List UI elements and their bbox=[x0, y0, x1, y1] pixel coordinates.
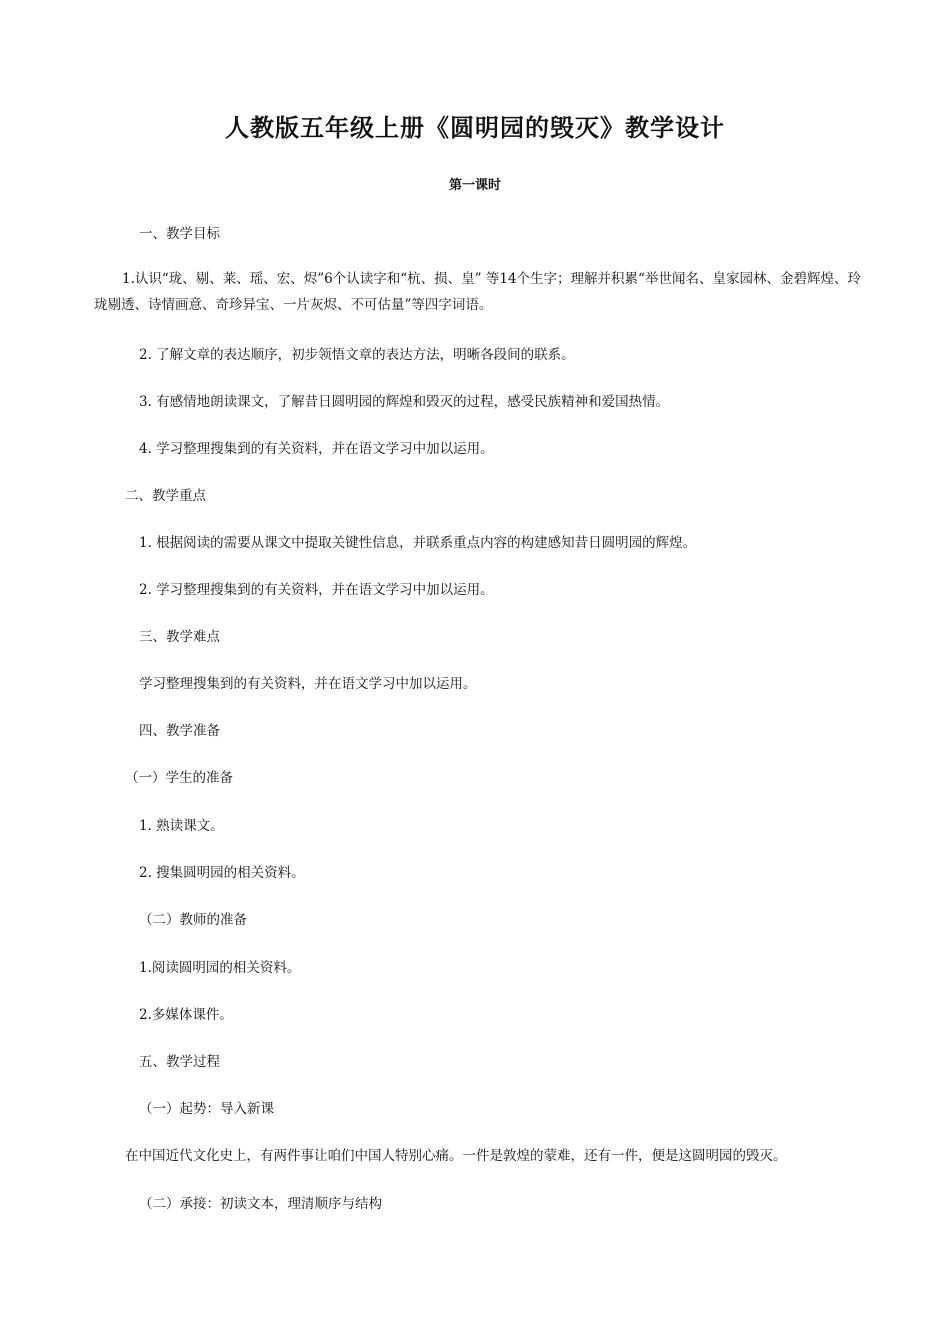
key-point-1: 1. 根据阅读的需要从课文中提取关键性信息，并联系重点内容的构建感知昔日圆明园的辉煌。 bbox=[139, 535, 697, 551]
difficulty-1: 学习整理搜集到的有关资料，并在语文学习中加以运用。 bbox=[139, 676, 477, 692]
teacher-preparation-1: 1.阅读圆明园的相关资料。 bbox=[139, 960, 301, 976]
process-step-1-text: 在中国近代文化史上，有两件事让咱们中国人特别心痛。一件是敦煌的蒙难，还有一件，便是这圆明园的毁灭。 bbox=[125, 1148, 787, 1164]
teacher-preparation-2: 2.多媒体课件。 bbox=[139, 1007, 233, 1023]
objective-1: 1.认识“珑、剔、莱、瑶、宏、烬”6个认读字和“杭、损、皇” 等14个生字；理解并积累“举世闻名、皇家园林、金碧辉煌、玲珑剔透、诗情画意、奇珍异宝、一片灰烬、不可估量”等四字词语。 bbox=[94, 271, 861, 313]
section-heading-preparation: 四、教学准备 bbox=[139, 723, 220, 739]
student-preparation-2: 2. 搜集圆明园的相关资料。 bbox=[139, 865, 305, 881]
section-heading-objectives: 一、教学目标 bbox=[139, 226, 220, 242]
objective-4: 4. 学习整理搜集到的有关资料，并在语文学习中加以运用。 bbox=[139, 441, 494, 457]
key-point-2: 2. 学习整理搜集到的有关资料，并在语文学习中加以运用。 bbox=[139, 582, 494, 598]
objective-2: 2. 了解文章的表达顺序，初步领悟文章的表达方法，明晰各段间的联系。 bbox=[139, 347, 575, 363]
section-heading-process: 五、教学过程 bbox=[139, 1054, 220, 1070]
process-step-2-heading: （二）承接：初读文本，理清顺序与结构 bbox=[139, 1196, 382, 1212]
section-heading-difficulties: 三、教学难点 bbox=[139, 629, 220, 645]
teacher-preparation-heading: （二）教师的准备 bbox=[139, 912, 247, 928]
document-title: 人教版五年级上册《圆明园的毁灭》教学设计 bbox=[225, 114, 725, 142]
objective-3: 3. 有感情地朗读课文，了解昔日圆明园的辉煌和毁灭的过程，感受民族精神和爱国热情。 bbox=[139, 394, 670, 410]
student-preparation-1: 1. 熟读课文。 bbox=[139, 818, 224, 834]
lesson-subtitle: 第一课时 bbox=[448, 178, 501, 193]
process-step-1-heading: （一）起势：导入新课 bbox=[139, 1101, 274, 1117]
section-heading-key-points: 二、教学重点 bbox=[125, 488, 206, 504]
student-preparation-heading: （一）学生的准备 bbox=[125, 770, 233, 786]
